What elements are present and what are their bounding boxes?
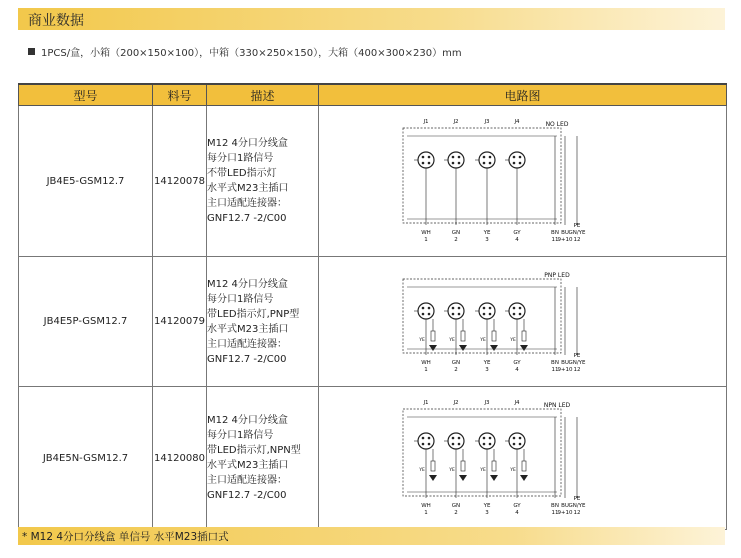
desc-line: 带LED指示灯,NPN型 [207,445,301,456]
packaging-info [28,44,462,59]
header-desc: 描述 [207,84,319,106]
wire-number-label: 2 [454,510,458,516]
connector-pin [483,313,486,316]
desc-line: 主口适配连接器： [207,338,287,350]
connector-pin [452,156,455,159]
desc-cell [207,387,319,530]
bus-number-label: 11 [551,510,559,516]
connector-pin [513,156,516,159]
connector-pin [483,162,486,165]
desc-line: 每分口1路信号 [207,430,274,441]
desc-line: GNF12.7 -2/C00 [207,353,287,365]
connector-pin [458,307,461,310]
desc-line: GNF12.7 -2/C00 [207,213,287,224]
connector-pin [513,443,516,446]
circuit-cell [319,106,727,257]
bus-number-label: 9+10 [557,367,573,373]
desc-line: 每分口1路信号 [207,293,274,305]
bus-number-label: 11 [551,367,559,373]
resistor-symbol [461,461,465,471]
connector-pin [458,313,461,316]
bus-label: BU [561,230,569,236]
jack-label: J4 [514,400,520,406]
connector-pin [428,443,431,446]
wire-number-label: 1 [424,367,428,373]
table-row [19,257,727,387]
code-cell: 14120078 [153,106,207,257]
pe-label: PE [573,223,581,229]
product-table [18,83,727,530]
connector-pin [422,156,425,159]
connector-pin [458,437,461,440]
desc-line: M12 4分口分线盒 [207,415,288,426]
table-row [19,387,727,530]
connector-pin [489,307,492,310]
ye-label: YE [480,338,486,343]
connector-pin [513,437,516,440]
connector-pin [483,443,486,446]
connector-pin [422,443,425,446]
connector-pin [513,313,516,316]
connector-pin [519,162,522,165]
led-type-label: PNP LED [544,272,570,279]
section-title: 商业数据 [28,13,84,29]
code-cell: 14120080 [153,387,207,530]
jack-label: J3 [484,400,490,406]
connector-pin [483,156,486,159]
header-circuit: 电路图 [319,84,727,106]
table-header-row [19,84,727,106]
led-diode-icon [520,345,528,351]
led-diode-icon [459,475,467,481]
led-diode-icon [429,345,437,351]
circuit-diagram-npn-led [319,387,727,526]
wire-color-label: YE [483,230,491,236]
footer-note: * M12 4分口分线盒 单信号 水平M23插口式 [22,531,229,543]
wire-number-label: 4 [515,367,519,373]
wire-color-label: GY [513,503,521,509]
desc-line: 每分口1路信号 [207,153,274,164]
wire-color-label: GY [513,230,521,236]
connector-pin [428,307,431,310]
ye-label: YE [510,468,516,473]
connector-pin [452,307,455,310]
code-cell: 14120079 [153,257,207,387]
connector-pin [483,307,486,310]
led-diode-icon [429,475,437,481]
led-type-label: NO LED [545,121,569,128]
header-code: 料号 [153,84,207,106]
bus-number-label: 9+10 [557,237,573,243]
desc-cell [207,106,319,257]
connector-pin [483,437,486,440]
jack-label: J2 [453,119,459,125]
led-diode-icon [520,475,528,481]
square-bullet-icon [28,48,35,55]
desc-line: 水平式M23主插口 [207,323,289,335]
wire-color-label: YE [483,360,491,366]
wire-number-label: 3 [485,510,489,516]
desc-line: M12 4分口分线盒 [207,138,288,149]
wire-color-label: GN [451,230,461,236]
wire-number-label: 4 [515,237,519,243]
connector-pin [458,162,461,165]
m12-connector-icon [418,303,434,319]
bus-label: BN [551,503,559,509]
model-cell: JB4E5-GSM12.7 [19,106,153,257]
resistor-symbol [522,461,526,471]
bus-label: BU [561,503,569,509]
connector-pin [452,162,455,165]
desc-line: 不带LED指示灯 [207,168,277,179]
wire-number-label: 3 [485,367,489,373]
connector-pin [452,313,455,316]
connector-pin [519,437,522,440]
wire-number-label: 4 [515,510,519,516]
connector-pin [428,162,431,165]
model-cell: JB4E5P-GSM12.7 [19,257,153,387]
resistor-symbol [492,461,496,471]
resistor-symbol [431,461,435,471]
connector-pin [422,313,425,316]
connector-pin [422,162,425,165]
connector-pin [513,162,516,165]
connector-pin [428,313,431,316]
ye-label: YE [480,468,486,473]
m12-connector-icon [448,303,464,319]
jack-label: J1 [423,400,429,406]
desc-line: GNF12.7 -2/C00 [207,490,287,501]
connector-pin [489,443,492,446]
wire-color-label: GY [513,360,521,366]
circuit-cell [319,257,727,387]
connector-pin [519,313,522,316]
enclosure-outline [403,409,561,496]
bus-label: GN/YE [568,230,586,236]
wire-color-label: WH [421,360,431,366]
table-row [19,106,727,257]
jack-label: J3 [484,119,490,125]
jack-label: J1 [423,119,429,125]
m12-connector-icon [509,433,525,449]
m12-connector-icon [479,303,495,319]
led-diode-icon [490,475,498,481]
connector-pin [428,156,431,159]
pe-label: PE [573,353,581,359]
bus-label: BN [551,360,559,366]
wire-number-label: 2 [454,237,458,243]
wire-number-label: 1 [424,510,428,516]
wire-number-label: 3 [485,237,489,243]
ye-label: YE [419,338,425,343]
m12-connector-icon [448,152,464,168]
m12-connector-icon [448,433,464,449]
bus-label: BN [551,230,559,236]
resistor-symbol [431,331,435,341]
ye-label: YE [449,468,455,473]
desc-line: M12 4分口分线盒 [207,278,288,290]
header-model: 型号 [19,84,153,106]
connector-pin [422,307,425,310]
desc-cell [207,257,319,387]
connector-pin [513,307,516,310]
circuit-diagram-no-led [319,106,727,253]
wire-color-label: GN [451,360,461,366]
ye-label: YE [419,468,425,473]
wire-color-label: WH [421,503,431,509]
m12-connector-icon [479,152,495,168]
desc-line: 主口适配连接器： [207,198,287,209]
connector-pin [458,443,461,446]
bus-number-label: 12 [573,510,581,516]
wire-color-label: WH [421,230,431,236]
bus-number-label: 12 [573,367,581,373]
section-header-bar [18,8,725,30]
connector-pin [519,443,522,446]
model-cell: JB4E5N-GSM12.7 [19,387,153,530]
packaging-text: 1PCS/盒，小箱（200×150×100），中箱（330×250×150），大箱（400×300×230）mm [41,48,462,59]
bus-label: GN/YE [568,503,586,509]
desc-line: 主口适配连接器： [207,475,287,486]
wire-number-label: 1 [424,237,428,243]
connector-pin [489,437,492,440]
desc-line: 水平式M23主插口 [207,183,289,194]
connector-pin [489,162,492,165]
resistor-symbol [461,331,465,341]
m12-connector-icon [418,152,434,168]
desc-line: 带LED指示灯,PNP型 [207,308,300,320]
pe-label: PE [573,496,581,502]
jack-label: J2 [453,400,459,406]
circuit-diagram-pnp-led [319,257,727,383]
led-type-label: NPN LED [543,402,571,409]
circuit-cell [319,387,727,530]
connector-pin [452,437,455,440]
wire-color-label: GN [451,503,461,509]
footer-bar [18,527,725,545]
m12-connector-icon [479,433,495,449]
led-diode-icon [459,345,467,351]
desc-line: 水平式M23主插口 [207,460,289,471]
jack-label: J4 [514,119,520,125]
connector-pin [519,307,522,310]
connector-pin [519,156,522,159]
wire-color-label: YE [483,503,491,509]
connector-pin [489,156,492,159]
resistor-symbol [522,331,526,341]
m12-connector-icon [509,303,525,319]
bus-number-label: 9+10 [557,510,573,516]
bus-label: BU [561,360,569,366]
bus-label: GN/YE [568,360,586,366]
ye-label: YE [510,338,516,343]
bus-number-label: 11 [551,237,559,243]
connector-pin [452,443,455,446]
led-diode-icon [490,345,498,351]
bus-number-label: 12 [573,237,581,243]
connector-pin [422,437,425,440]
m12-connector-icon [509,152,525,168]
connector-pin [489,313,492,316]
resistor-symbol [492,331,496,341]
m12-connector-icon [418,433,434,449]
connector-pin [428,437,431,440]
enclosure-outline [403,128,561,223]
wire-number-label: 2 [454,367,458,373]
ye-label: YE [449,338,455,343]
connector-pin [458,156,461,159]
